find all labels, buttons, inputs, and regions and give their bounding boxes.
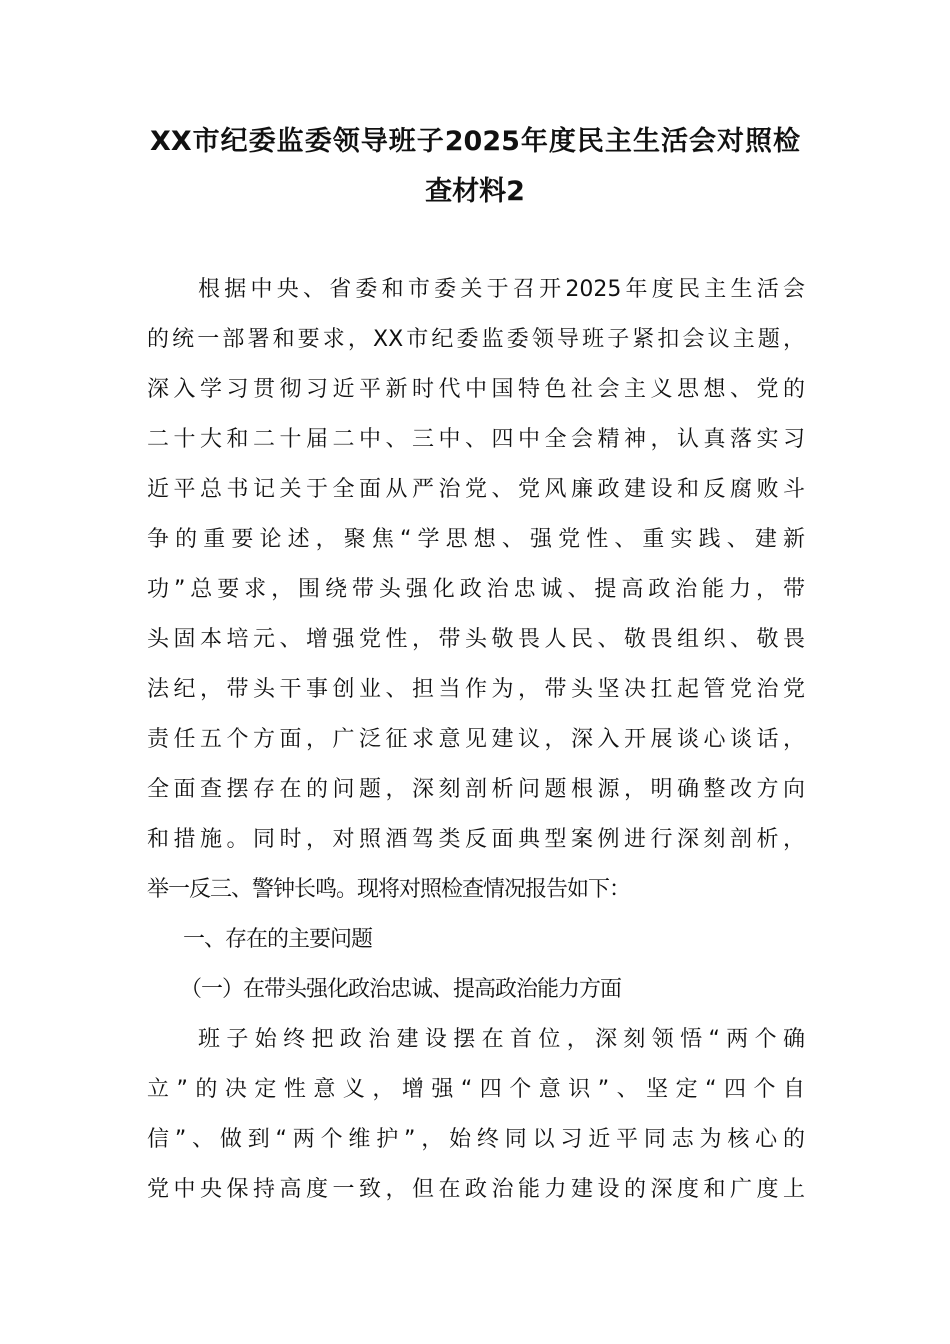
text-line: 近平总书记关于全面从严治党、党风廉政建设和反腐败斗 (147, 477, 805, 502)
document-body (147, 265, 805, 1215)
text-line: 党中央保持高度一致，但在政治能力建设的深度和广度上 (147, 1177, 805, 1202)
paragraph (147, 265, 805, 915)
text-line: 功”总要求，围绕带头强化政治忠诚、提高政治能力，带 (147, 577, 805, 602)
text-line: 头固本培元、增强党性，带头敬畏人民、敬畏组织、敬畏 (147, 627, 805, 652)
text-line: 举一反三、警钟长鸣。现将对照检查情况报告如下： (147, 877, 631, 902)
text-line: 争的重要论述，聚焦“学思想、强党性、重实践、建新 (147, 527, 805, 552)
text-line: 立”的决定性意义，增强“四个意识”、坚定“四个自 (147, 1077, 805, 1102)
title-line: 查材料2 (425, 176, 525, 207)
text-line: （一）在带头强化政治忠诚、提高政治能力方面 (180, 977, 622, 1002)
text-line: 班子始终把政治建设摆在首位，深刻领悟“两个确 (198, 1027, 805, 1052)
text-line: 二十大和二十届二中、三中、四中全会精神，认真落实习 (147, 427, 805, 452)
text-line: 根据中央、省委和市委关于召开2025年度民主生活会 (198, 277, 805, 302)
text-line: 一、存在的主要问题 (183, 927, 373, 952)
text-line: 的统一部署和要求，XX市纪委监委领导班子紧扣会议主题， (147, 327, 805, 352)
title-line: XX市纪委监委领导班子2025年度民主生活会对照检 (150, 126, 800, 157)
subsection-heading (147, 965, 805, 1015)
text-line: 和措施。同时，对照酒驾类反面典型案例进行深刻剖析， (147, 827, 805, 852)
text-line: 信”、做到“两个维护”，始终同以习近平同志为核心的 (147, 1127, 805, 1152)
text-line: 法纪，带头干事创业、担当作为，带头坚决扛起管党治党 (147, 677, 805, 702)
paragraph (147, 1015, 805, 1215)
text-line: 责任五个方面，广泛征求意见建议，深入开展谈心谈话， (147, 727, 805, 752)
section-heading (147, 915, 805, 965)
text-line: 全面查摆存在的问题，深刻剖析问题根源，明确整改方向 (147, 777, 805, 802)
text-line: 深入学习贯彻习近平新时代中国特色社会主义思想、党的 (147, 377, 805, 402)
